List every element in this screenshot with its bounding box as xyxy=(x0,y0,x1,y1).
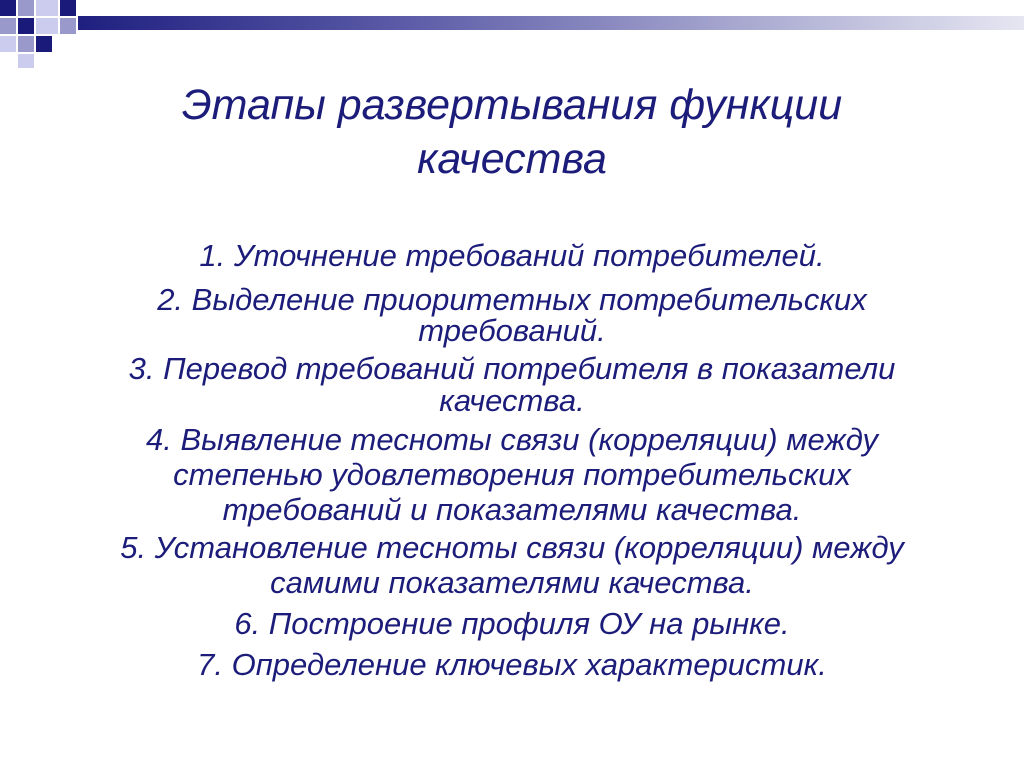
list-item-line: 2. Выделение приоритетных потребительских xyxy=(157,282,867,317)
list-item-line: качества. xyxy=(439,383,585,418)
list-item xyxy=(60,530,964,600)
list-item-line: 7. Определение ключевых характеристик. xyxy=(197,647,827,682)
list-item-line: требований. xyxy=(418,313,606,348)
corner-square-decoration xyxy=(0,0,16,16)
list-item-line: 3. Перевод требований потребителя в показатели xyxy=(128,351,896,386)
corner-square-decoration xyxy=(60,18,76,34)
list-item xyxy=(60,351,964,416)
slide-title xyxy=(60,78,964,186)
slide-title-line: качества xyxy=(417,135,607,183)
list-item-line: самими показателями качества. xyxy=(270,565,754,600)
corner-square-decoration xyxy=(18,0,34,16)
list-item xyxy=(60,282,964,348)
corner-square-decoration xyxy=(60,0,76,16)
steps-list xyxy=(60,238,964,682)
corner-square-decoration xyxy=(18,54,34,68)
list-item-line: 1. Уточнение требований потребителей. xyxy=(199,238,825,273)
list-item xyxy=(60,606,964,641)
list-item-line: степенью удовлетворения потребительских xyxy=(173,457,851,492)
corner-square-decoration xyxy=(36,36,52,52)
corner-square-decoration xyxy=(18,18,34,34)
list-item xyxy=(60,238,964,273)
list-item-line: 5. Установление тесноты связи (корреляции) между xyxy=(120,530,904,565)
top-gradient-bar xyxy=(78,16,1024,30)
corner-square-decoration xyxy=(18,36,34,52)
list-item-line: 6. Построение профиля ОУ на рынке. xyxy=(234,606,790,641)
corner-square-decoration xyxy=(0,18,16,34)
list-item xyxy=(60,422,964,527)
list-item-line: 4. Выявление тесноты связи (корреляции) между xyxy=(146,422,878,457)
list-item xyxy=(60,647,964,682)
corner-square-decoration xyxy=(36,18,58,34)
corner-square-decoration xyxy=(36,0,58,16)
slide-title-line: Этапы развертывания функции xyxy=(181,81,843,129)
list-item-line: требований и показателями качества. xyxy=(222,492,802,527)
corner-square-decoration xyxy=(0,36,16,52)
